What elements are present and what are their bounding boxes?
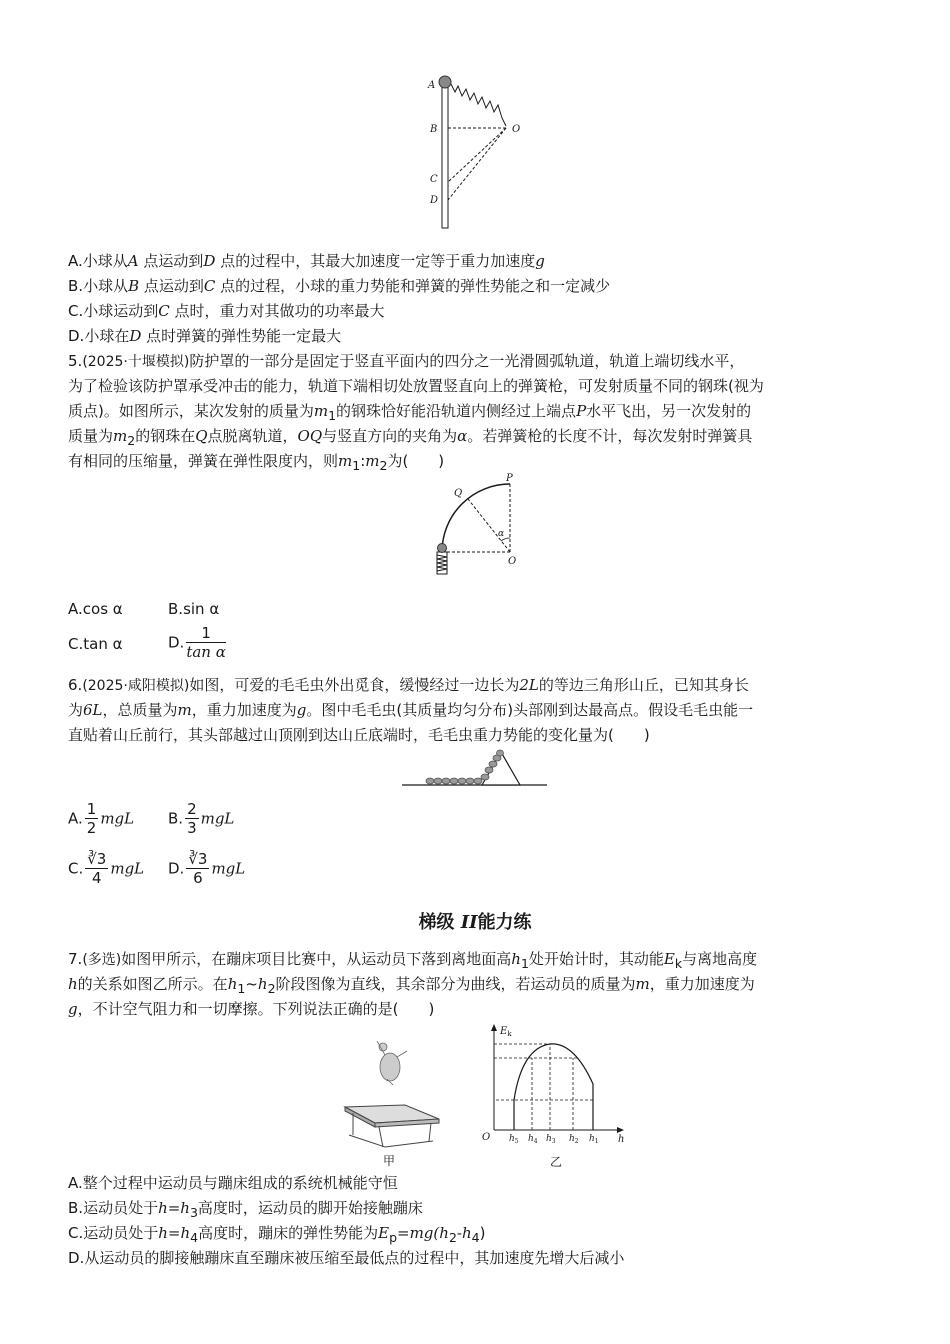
q7-axis-h: h: [618, 1134, 625, 1145]
q4-figure: [420, 72, 530, 232]
q5-steel-ball: [438, 544, 447, 553]
q7-tick-h5: $h_5$: [509, 1134, 519, 1145]
q6-stem-line2: 为6L，总质量为m，重力加速度为g。图中毛毛虫(其质量均匀分布)头部刚到达最高点。假设毛毛虫能一: [68, 701, 754, 719]
q5-label-q: Q: [454, 488, 463, 499]
q4-option-c[interactable]: C.小球运动到C 点时，重力对其做功的功率最大: [68, 302, 385, 320]
q6-option-b[interactable]: B. $\frac{2}{3}$ mgL: [168, 800, 235, 837]
q6-option-c[interactable]: C. $\frac{∛3}{4}$ mgL: [68, 850, 145, 887]
q5-label-p: P: [506, 473, 513, 484]
q7-stem-line1: 7.(多选)如图甲所示，在蹦床项目比赛中，从运动员下落到离地面高$h_1$处开始计时，其动能$E_k$与离地高度: [68, 950, 758, 971]
q5-stem-line4: 质量为$m_2$的钢珠在Q点脱离轨道，OQ与竖直方向的夹角为α。若弹簧枪的长度不计，每次发射时弹簧具: [68, 427, 753, 448]
q5-option-a[interactable]: A.cos α: [68, 600, 123, 618]
q6-figure: [400, 748, 550, 790]
q5-arc-track: [442, 484, 510, 552]
q4-label-b: B: [430, 124, 438, 135]
q7-option-a[interactable]: A.整个过程中运动员与蹦床组成的系统机械能守恒: [68, 1174, 398, 1192]
athlete-icon: [377, 1041, 407, 1085]
q7-x-axis-arrow: [617, 1127, 624, 1133]
q7-label-jia: 甲: [383, 1154, 396, 1168]
q5-stem-line5: 有相同的压缩量，弹簧在弹性限度内，则$m_1:m_2$为( ): [68, 452, 445, 473]
q6-stem-line3: 直贴着山丘前行，其头部越过山顶刚到达山丘底端时，毛毛虫重力势能的变化量为( ): [68, 726, 650, 744]
q4-vertical-rod: [442, 80, 448, 228]
q7-option-d[interactable]: D.从运动员的脚接触蹦床直至蹦床被压缩至最低点的过程中，其加速度先增大后减小: [68, 1249, 625, 1267]
q5-stem-line3: 质点)。如图所示，某次发射的质量为$m_1$的钢珠恰好能沿轨道内侧经过上端点P水平飞出，另一次发射的: [68, 402, 752, 423]
q7-axis-o: O: [482, 1132, 491, 1143]
q4-ball: [439, 76, 451, 88]
q5-option-d[interactable]: D. $\frac{1}{\text{tan α}}$: [168, 624, 226, 661]
q7-stem-line2: h的关系如图乙所示。在$h_1\sim h_2$阶段图像为直线，其余部分为曲线，若运动员的质量为m，重力加速度为: [68, 975, 755, 996]
q4-label-c: C: [430, 174, 438, 185]
q4-label-o: O: [512, 124, 521, 135]
q7-figure-yi: [478, 1022, 628, 1174]
q7-option-c[interactable]: C.运动员处于$h=h_4$高度时，蹦床的弹性势能为$E_p=mg(h_2-h_4)$: [68, 1224, 486, 1245]
q6-option-d[interactable]: D. $\frac{∛3}{6}$ mgL: [168, 850, 246, 887]
q7-ek-curve: [514, 1044, 593, 1130]
q7-tick-h3: $h_3$: [546, 1134, 556, 1145]
q7-tick-h2: $h_2$: [569, 1134, 579, 1145]
q7-stem-line3: g，不计空气阻力和一切摩擦。下列说法正确的是( ): [68, 1000, 435, 1018]
q7-tick-h4: $h_4$: [528, 1134, 538, 1145]
q7-tick-h1: $h_1$: [589, 1134, 599, 1145]
q5-label-alpha: α: [498, 529, 505, 539]
q4-option-d[interactable]: D.小球在D 点时弹簧的弹性势能一定最大: [68, 327, 342, 345]
q4-dash-od: [448, 128, 506, 200]
q4-label-a: A: [428, 80, 436, 91]
q7-option-b[interactable]: B.运动员处于$h=h_3$高度时，运动员的脚开始接触蹦床: [68, 1199, 423, 1220]
q5-figure: [428, 470, 528, 580]
q7-axis-ek: $E_k$: [500, 1026, 512, 1038]
q7-figure-jia: [335, 1035, 445, 1170]
trampoline-icon: [345, 1105, 439, 1147]
q4-option-b[interactable]: B.小球从B 点运动到C 点的过程，小球的重力势能和弹簧的弹性势能之和一定减少: [68, 277, 611, 295]
q5-stem-line2: 为了检验该防护罩承受冲击的能力，轨道下端相切处放置竖直向上的弹簧枪，可发射质量不同的钢珠(视为: [68, 377, 764, 395]
q5-radius-oq: [468, 499, 510, 552]
q5-option-b[interactable]: B.sin α: [168, 600, 220, 618]
q6-stem-line1: 6.(2025·咸阳模拟)如图，可爱的毛毛虫外出觅食，缓慢经过一边长为2L的等边三角形山丘，已知其身长: [68, 676, 749, 694]
q7-y-axis-arrow: [491, 1024, 497, 1031]
q4-label-d: D: [430, 195, 439, 206]
q5-option-c[interactable]: C.tan α: [68, 635, 123, 653]
q6-option-a[interactable]: A. $\frac{1}{2}$ mgL: [68, 800, 135, 837]
section-title: 梯级 II能力练: [418, 912, 532, 933]
q4-spring: [451, 84, 506, 126]
q5-stem-line1: 5.(2025·十堰模拟)防护罩的一部分是固定于竖直平面内的四分之一光滑圆弧轨道，轨道上端切线水平，: [68, 352, 745, 370]
q4-dash-oc: [448, 128, 506, 182]
q5-label-o: O: [508, 556, 517, 567]
q7-label-yi: 乙: [550, 1155, 563, 1169]
q4-option-a[interactable]: A.小球从A 点运动到D 点的过程中，其最大加速度一定等于重力加速度g: [68, 252, 545, 270]
